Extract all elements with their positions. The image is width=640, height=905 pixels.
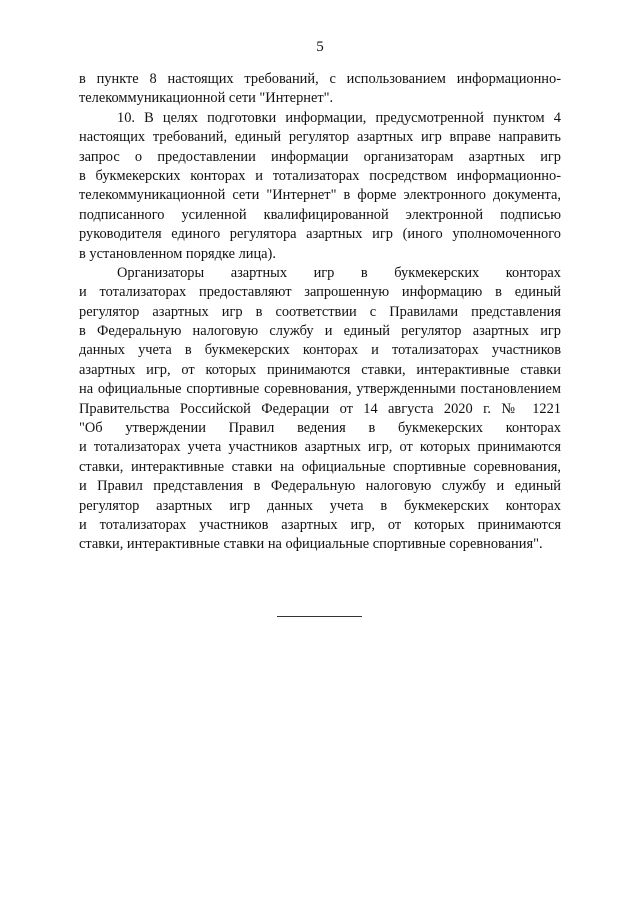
text-line: Организаторы азартных игр в букмекерских конторах <box>117 264 561 281</box>
text-line: ставки, интерактивные ставки на официальные спортивные соревнования". <box>79 536 543 553</box>
text-line: в букмекерских конторах и тотализаторах посредством информационно- <box>79 167 561 184</box>
text-line: руководителя единого регулятора азартных игр (иного уполномоченного <box>79 226 561 243</box>
text-line: "Об утверждении Правил ведения в букмекерских конторах <box>79 420 561 437</box>
text-line: телекоммуникационной сети "Интернет" в форме электронного документа, <box>79 187 561 204</box>
text-line: данных учета в букмекерских конторах и тотализаторах участников <box>79 342 561 359</box>
text-line: запрос о предоставлении информации организаторам азартных игр <box>79 148 561 165</box>
page-number: 5 <box>316 39 324 55</box>
text-line: в пункте 8 настоящих требований, с использованием информационно- <box>79 71 561 87</box>
text-line: подписанного усиленной квалифицированной электронной подписью <box>79 206 561 223</box>
text-line: регулятор азартных игр в соответствии с Правилами представления <box>79 303 561 320</box>
text-line: на официальные спортивные соревнования, утвержденными постановлением <box>79 381 561 398</box>
text-line: и тотализаторах учета участников азартных игр, от которых принимаются <box>79 439 561 456</box>
text-line: ставки, интерактивные ставки на официальные спортивные соревнования, <box>79 458 561 475</box>
text-line: и тотализаторах предоставляют запрошенную информацию в единый <box>79 284 561 301</box>
text-line: 10. В целях подготовки информации, предусмотренной пунктом 4 <box>117 109 561 126</box>
text-line: в Федеральную налоговую службу и единый регулятор азартных игр <box>79 323 561 340</box>
text-line: и Правил представления в Федеральную налоговую службу и единый <box>79 478 561 495</box>
end-of-text-rule <box>277 616 362 617</box>
text-line: регулятор азартных игр данных учета в букмекерских конторах <box>79 497 561 514</box>
text-line: телекоммуникационной сети "Интернет". <box>79 90 334 107</box>
document-body <box>79 70 561 555</box>
text-line: азартных игр, от которых принимаются ставки, интерактивные ставки <box>79 361 561 378</box>
text-line: Правительства Российской Федерации от 14 августа 2020 г. № 1221 <box>79 400 561 417</box>
text-line: и тотализаторах участников азартных игр, от которых принимаются <box>79 516 561 533</box>
text-line: в установленном порядке лица). <box>79 245 276 262</box>
text-line: настоящих требований, единый регулятор азартных игр вправе направить <box>79 129 561 146</box>
